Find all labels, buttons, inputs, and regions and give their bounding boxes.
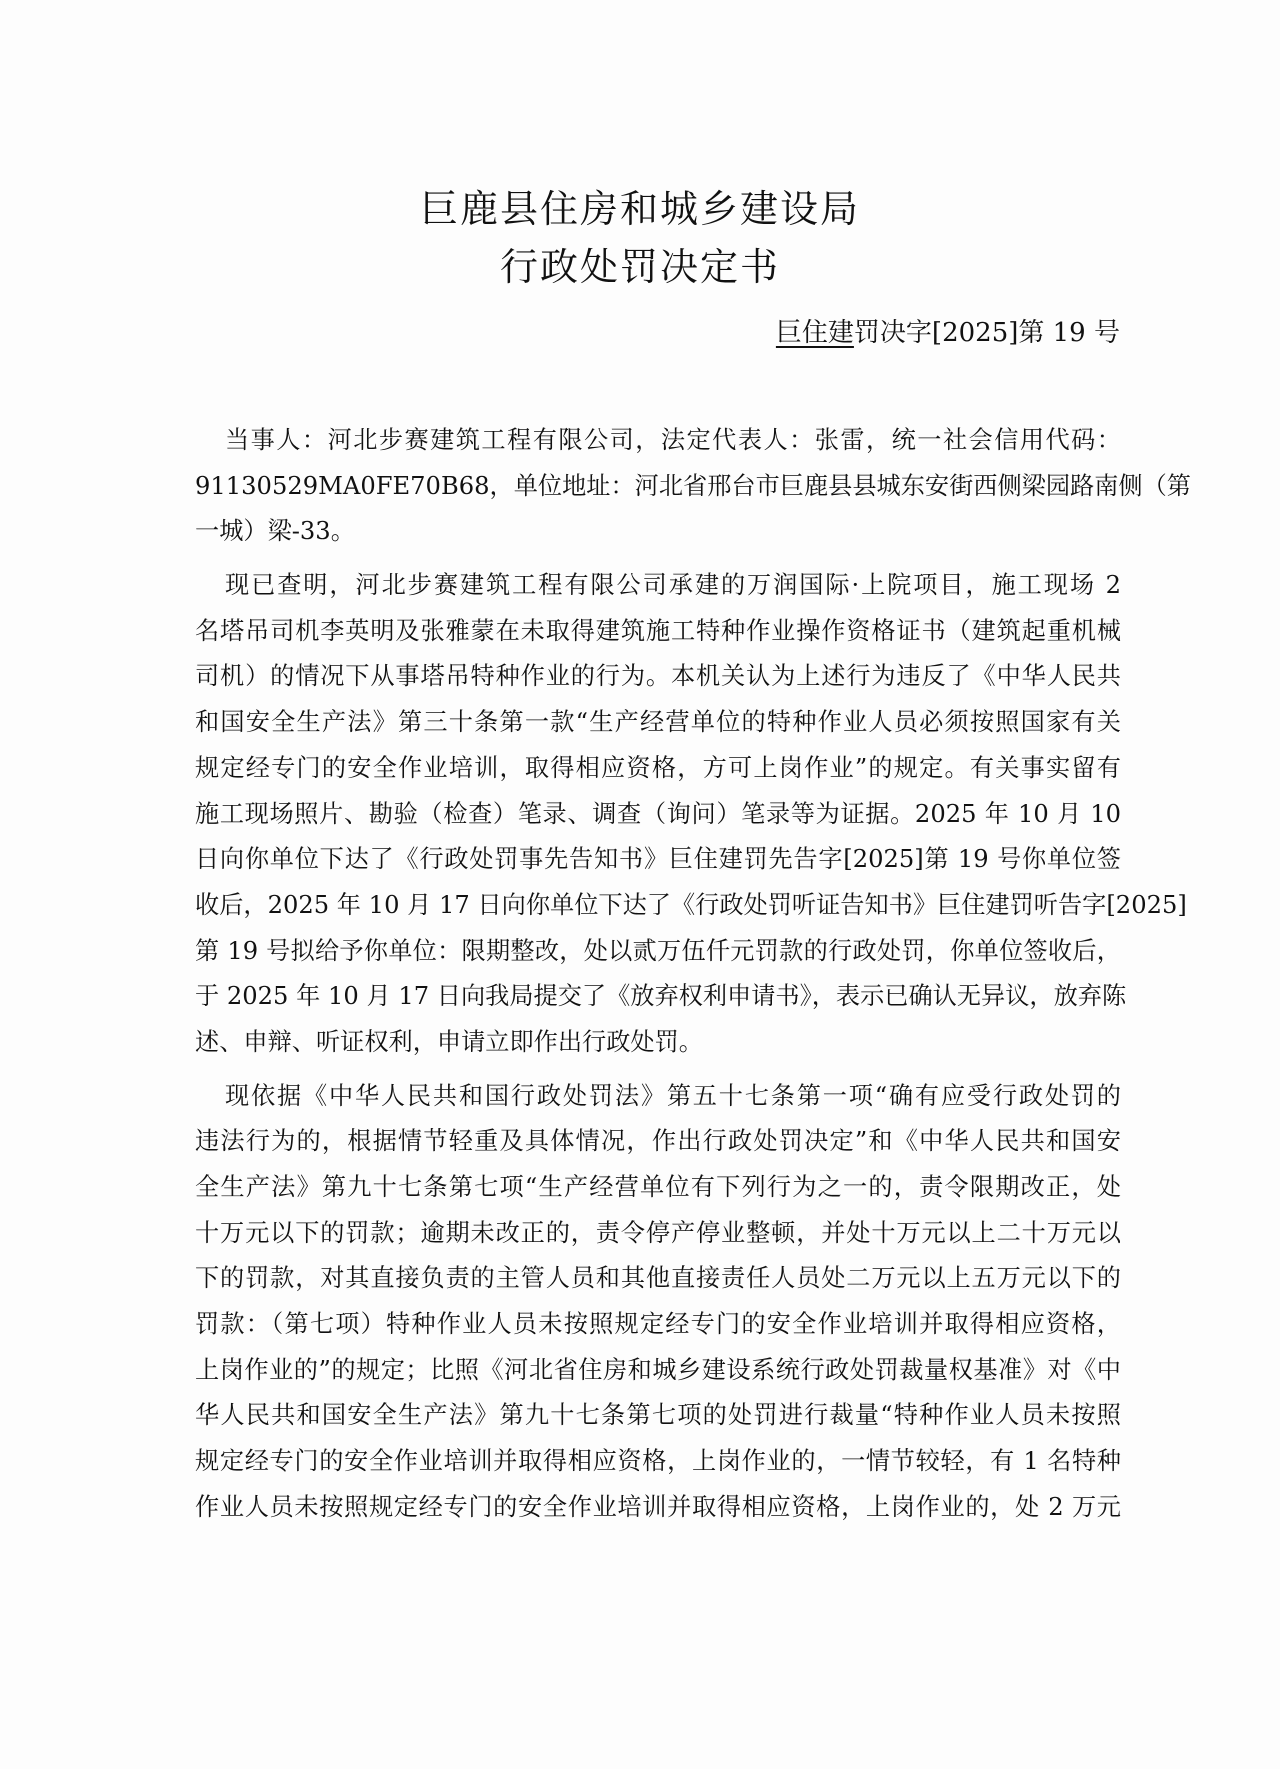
- text-line: 收后，2025 年 10 月 17 日向你单位下达了《行政处罚听证告知书》巨住建罚听告字[2025]: [195, 890, 1187, 919]
- document-number-prefix: 巨住建: [775, 318, 854, 348]
- text-line: 规定经专门的安全作业培训，取得相应资格，方可上岗作业”的规定。有关事实留有: [195, 753, 1121, 782]
- text-line: 作业人员未按照规定经专门的安全作业培训并取得相应资格，上岗作业的，处 2 万元: [195, 1492, 1121, 1521]
- text-line: 下的罚款，对其直接负责的主管人员和其他直接责任人员处二万元以上五万元以下的: [195, 1264, 1121, 1293]
- paragraph-basis: [195, 1074, 1121, 1531]
- text-line: 上岗作业的”的规定；比照《河北省住房和城乡建设系统行政处罚裁量权基准》对《中: [195, 1355, 1121, 1384]
- text-line: 和国安全生产法》第三十条第一款“生产经营单位的特种作业人员必须按照国家有关: [195, 708, 1121, 737]
- agency-title: 巨鹿县住房和城乡建设局: [419, 187, 860, 231]
- text-line: 华人民共和国安全生产法》第九十七条第七项的处罚进行裁量“特种作业人员未按照: [195, 1401, 1121, 1430]
- text-line: 91130529MA0FE70B68，单位地址：河北省邢台市巨鹿县县城东安街西侧梁园路南侧（第: [195, 471, 1191, 500]
- text-line: 违法行为的，根据情节轻重及具体情况，作出行政处罚决定”和《中华人民共和国安: [195, 1127, 1121, 1156]
- text-line: 日向你单位下达了《行政处罚事先告知书》巨住建罚先告字[2025]第 19 号你单位签: [195, 845, 1121, 874]
- text-line: 述、申辩、听证权利，申请立即作出行政处罚。: [195, 1027, 703, 1056]
- text-line: 十万元以下的罚款；逾期未改正的，责令停产停业整顿，并处十万元以上二十万元以: [195, 1218, 1121, 1247]
- text-line: 一城）梁-33。: [195, 517, 355, 546]
- text-line: 规定经专门的安全作业培训并取得相应资格，上岗作业的，一情节较轻，有 1 名特种: [195, 1447, 1121, 1476]
- paragraph-facts: [195, 563, 1187, 1066]
- paragraph-party: [195, 418, 1191, 555]
- text-line: 全生产法》第九十七条第七项“生产经营单位有下列行为之一的，责令限期改正，处: [195, 1173, 1121, 1201]
- text-line: 现依据《中华人民共和国行政处罚法》第五十七条第一项“确有应受行政处罚的: [225, 1081, 1121, 1110]
- text-line: 第 19 号拟给予你单位：限期整改，处以贰万伍仟元罚款的行政处罚，你单位签收后，: [195, 936, 1121, 965]
- text-line: 司机）的情况下从事塔吊特种作业的行为。本机关认为上述行为违反了《中华人民共: [195, 662, 1121, 691]
- text-line: 于 2025 年 10 月 17 日向我局提交了《放弃权利申请书》，表示已确认无异议，放弃陈: [195, 982, 1127, 1011]
- document-number-rest: 罚决字[2025]第 19 号: [853, 318, 1120, 348]
- text-line: 现已查明，河北步赛建筑工程有限公司承建的万润国际·上院项目，施工现场 2: [225, 571, 1121, 600]
- document-title: 行政处罚决定书: [499, 245, 780, 289]
- text-line: 当事人：河北步赛建筑工程有限公司，法定代表人：张雷，统一社会信用代码：: [225, 426, 1121, 454]
- text-line: 罚款：（第七项）特种作业人员未按照规定经专门的安全作业培训并取得相应资格，: [195, 1310, 1121, 1339]
- document-number: [776, 320, 1120, 346]
- text-line: 施工现场照片、勘验（检查）笔录、调查（询问）笔录等为证据。2025 年 10 月 10: [195, 799, 1121, 828]
- document-body: [195, 418, 1191, 1531]
- text-line: 名塔吊司机李英明及张雅蒙在未取得建筑施工特种作业操作资格证书（建筑起重机械: [195, 616, 1121, 645]
